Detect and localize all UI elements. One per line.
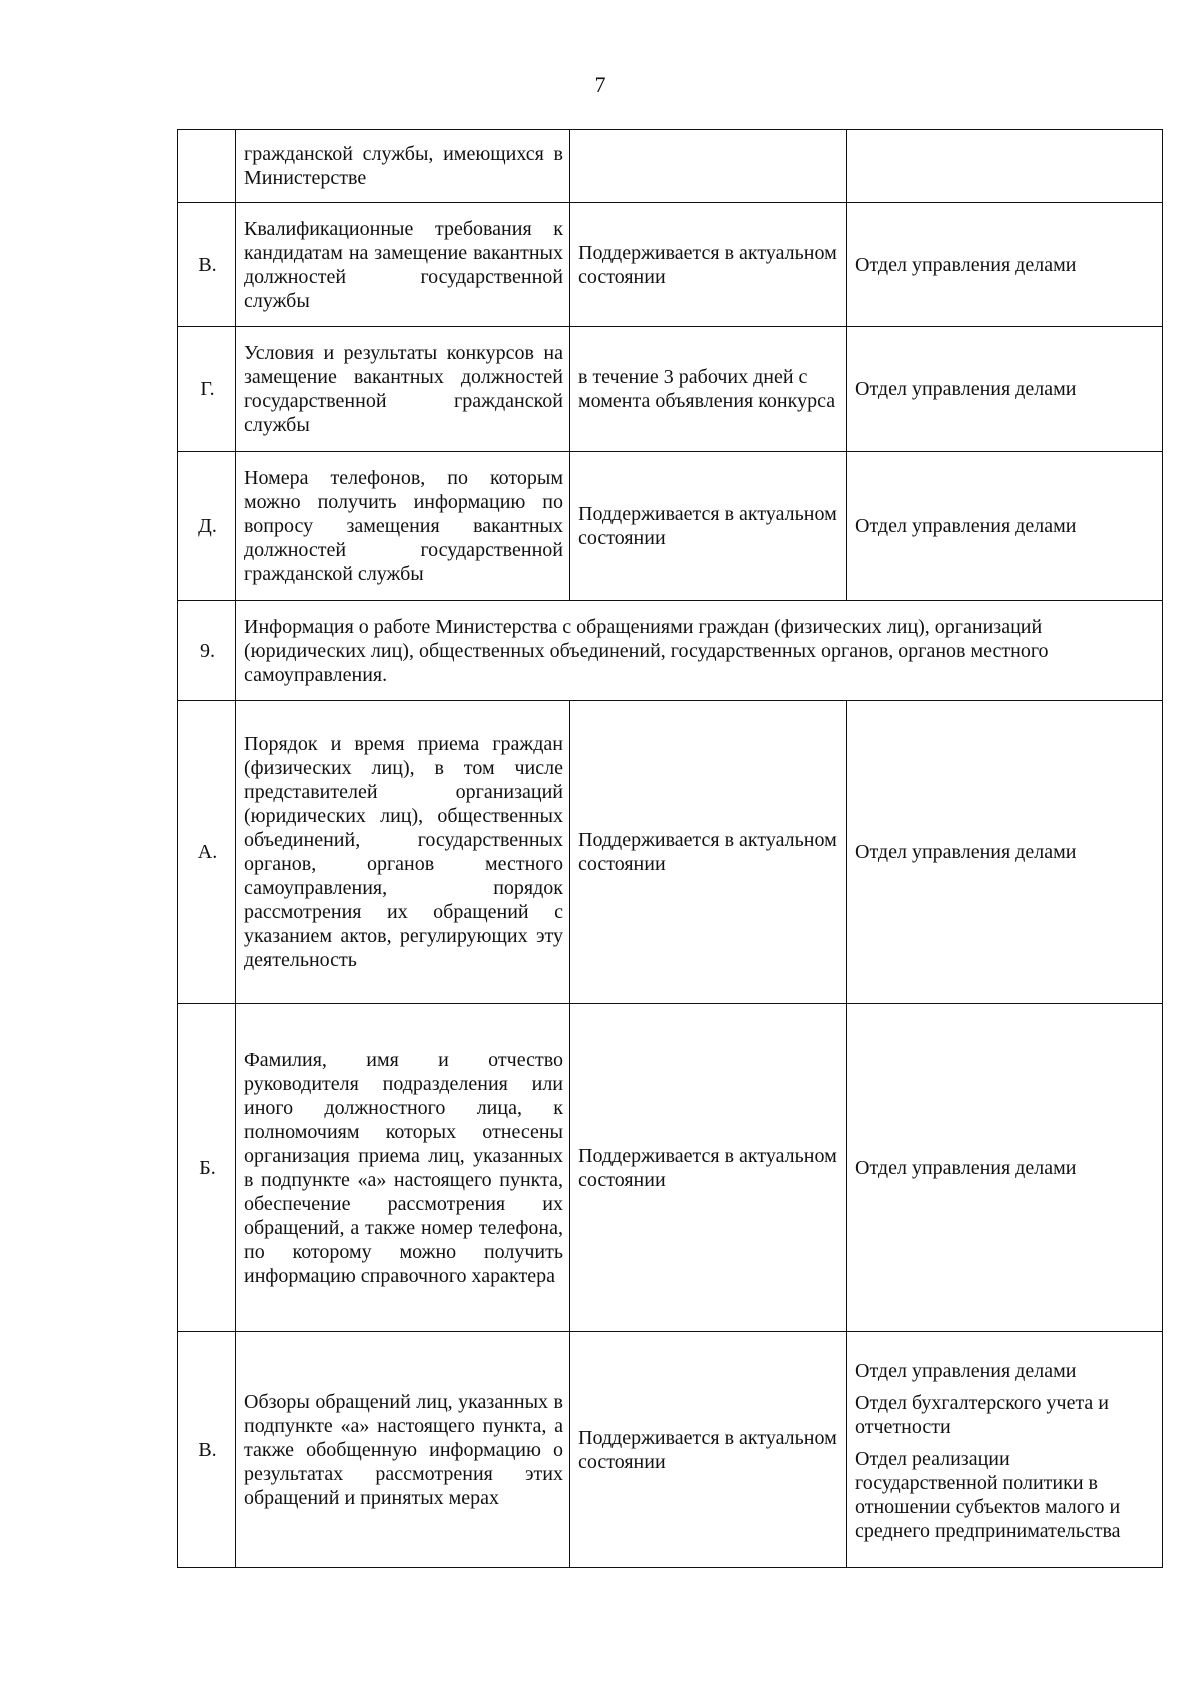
- row-department: [847, 130, 1163, 203]
- row-description: Квалификационные требования к кандидатам на замещение вакантных должностей государственной службы: [236, 203, 570, 327]
- table-row: [178, 701, 1163, 1004]
- department-item: Отдел бухгалтерского учета и отчетности: [855, 1391, 1110, 1438]
- row-department: Отдел управления делами: [847, 452, 1163, 601]
- row-description: Обзоры обращений лиц, указанных в подпункте «а» настоящего пункта, а также обобщенную информацию о результатах рассмотрения этих обращений и принятых мерах: [236, 1332, 570, 1568]
- row-deadline: Поддерживается в актуальном состоянии: [570, 452, 847, 601]
- section-heading: Информация о работе Министерства с обращениями граждан (физических лиц), организаций (юридических лиц), общественных объединений, государственных органов, органов местного самоуправления.: [236, 601, 1163, 701]
- table-row: [178, 203, 1163, 327]
- row-description: Условия и результаты конкурсов на замещение вакантных должностей государственной гражданской службы: [236, 327, 570, 452]
- row-number: В.: [178, 203, 236, 327]
- row-number: [178, 130, 236, 203]
- page-number: 7: [594, 72, 606, 97]
- row-department-list: [847, 1332, 1163, 1568]
- row-deadline: [570, 130, 847, 203]
- row-number: Б.: [178, 1004, 236, 1332]
- row-number: А.: [178, 701, 236, 1004]
- row-description: Порядок и время приема граждан (физических лиц), в том числе представителей организаций (юридических лиц), общественных объединений, государственных органов, органов местного самоуправления, порядок рассмотрения их обращений с указанием актов, регулирующих эту деятельность: [236, 701, 570, 1004]
- row-department: Отдел управления делами: [847, 701, 1163, 1004]
- row-department: Отдел управления делами: [847, 327, 1163, 452]
- table-row: [178, 130, 1163, 203]
- row-deadline: Поддерживается в актуальном состоянии: [570, 701, 847, 1004]
- row-deadline: Поддерживается в актуальном состоянии: [570, 203, 847, 327]
- table-row: [178, 452, 1163, 601]
- row-description: Фамилия, имя и отчество руководителя подразделения или иного должностного лица, к полномочиям которых отнесены организация приема лиц, указанных в подпункте «а» настоящего пункта, обеспечение рассмотрения их обращений, а также номер телефона, по которому можно получить информацию справочного характера: [236, 1004, 570, 1332]
- row-department: Отдел управления делами: [847, 203, 1163, 327]
- row-description: гражданской службы, имеющихся в Министерстве: [236, 130, 570, 203]
- row-deadline: в течение 3 рабочих дней с момента объявления конкурса: [570, 327, 847, 452]
- department-item: Отдел реализации государственной политики в отношении субъектов малого и среднего предпринимательства: [855, 1447, 1121, 1542]
- table-row: [178, 1332, 1163, 1568]
- row-deadline: Поддерживается в актуальном состоянии: [570, 1004, 847, 1332]
- row-number: Г.: [178, 327, 236, 452]
- row-description: Номера телефонов, по которым можно получить информацию по вопросу замещения вакантных должностей государственной гражданской службы: [236, 452, 570, 601]
- department-item: Отдел управления делами: [855, 1359, 1077, 1382]
- table-row: [178, 327, 1163, 452]
- section-number: 9.: [178, 601, 236, 701]
- information-table: [177, 129, 1163, 1568]
- row-deadline: Поддерживается в актуальном состоянии: [570, 1332, 847, 1568]
- row-number: В.: [178, 1332, 236, 1568]
- row-department: Отдел управления делами: [847, 1004, 1163, 1332]
- table-row: [178, 1004, 1163, 1332]
- row-number: Д.: [178, 452, 236, 601]
- section-row: [178, 601, 1163, 701]
